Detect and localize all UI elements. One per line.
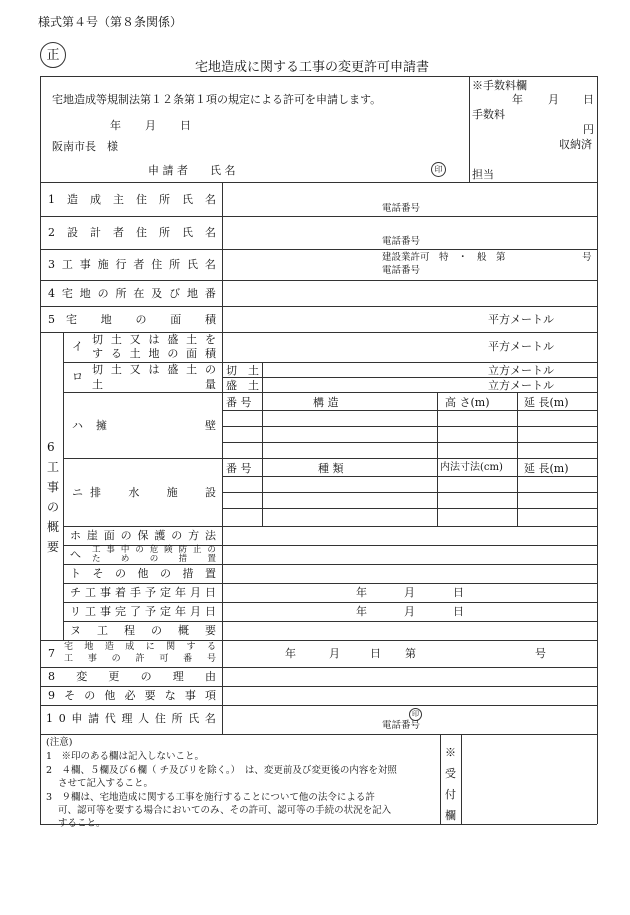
row-7-month: 月 [329, 647, 340, 660]
cut-label: 切 土 [226, 364, 259, 377]
row-7-line-1: 宅 地 造 成 に 関 す る [64, 642, 216, 652]
chi-day: 日 [453, 586, 464, 599]
ha-kana: ハ [72, 419, 83, 432]
wall-header-number: 番 号 [226, 396, 252, 409]
cut-unit: 立方メートル [488, 364, 554, 377]
addressee: 阪南市長 様 [52, 140, 118, 153]
chi-label: チ 工 事 着 手 予 定 年 月 日 [70, 586, 216, 599]
row-7-go: 号 [535, 647, 546, 660]
note-1: 1 ※印のある欄は記入しないこと。 [46, 751, 205, 762]
row-3-contractor-permit: 建設業許可 特 ・ 般 第 [382, 252, 506, 263]
application-date-day: 日 [180, 119, 191, 132]
fee-label: 手数料 [472, 108, 505, 121]
section-6-label: 6工事の概要 [47, 440, 60, 554]
fee-box-month: 月 [548, 93, 559, 106]
fee-yen: 円 [583, 123, 594, 136]
wall-header-height: 高 さ(m) [445, 396, 490, 409]
drain-header-length: 延 長(m) [524, 462, 569, 475]
row-3-phone: 電話番号 [382, 265, 421, 276]
seal-mark: 印 [431, 162, 446, 177]
chi-month: 月 [404, 586, 415, 599]
ho-label: ホ 崖 面 の 保 護 の 方 法 [70, 529, 216, 542]
row-1-phone: 電話番号 [382, 203, 421, 214]
row-10-phone: 電話番号 [382, 720, 421, 731]
form-title: 宅地造成に関する工事の変更許可申請書 [195, 60, 430, 75]
fee-staff: 担当 [472, 168, 494, 181]
row-2-label: 2 設 計 者 住 所 氏 名 [48, 226, 216, 239]
row-10-seal: 印 [409, 708, 422, 721]
row-10-label: 1 0 申 請 代 理 人 住 所 氏 名 [46, 712, 216, 725]
fill-label: 盛 土 [226, 379, 259, 392]
ha-label: 擁 [96, 419, 107, 432]
form-number: 様式第４号（第８条関係） [38, 15, 183, 29]
i-line-2: す る 土 地 の 面 積 [92, 347, 216, 360]
drain-header-inner: 内法寸法(cm) [440, 462, 503, 473]
row-7-number: 7 [48, 647, 55, 660]
row-7-line-2: 工 事 の 許 可 番 号 [64, 654, 216, 664]
drain-header-type: 種 類 [318, 462, 344, 475]
wall-header-structure: 構 造 [313, 396, 339, 409]
row-9-label: 9 そ の 他 必 要 な 事 項 [48, 689, 216, 702]
ri-label: リ 工 事 完 了 予 定 年 月 日 [70, 605, 216, 618]
row-8-label: 8 変 更 の 理 由 [48, 670, 216, 683]
i-line-1: 切 土 又 は 盛 土 を [92, 333, 216, 346]
ro-line-2a: 土 [92, 378, 103, 391]
row-7-day: 日 [370, 647, 381, 660]
fee-box-day: 日 [583, 93, 594, 106]
note-3-line-2: 可、認可等を要する場合においてのみ、その許可、認可等の手続の状況を記入 [58, 805, 392, 816]
notes-title: (注意) [46, 737, 73, 748]
row-5-number: 5 [48, 313, 55, 326]
nu-label: ヌ 工 程 の 概 要 [70, 624, 216, 637]
application-date-year: 年 [110, 119, 121, 132]
note-2-line-1: 2 ４欄、５欄及び６欄（ チ及びリを除く。） は、変更前及び変更後の内容を対照 [46, 765, 397, 776]
row-5-unit: 平方メートル [488, 313, 554, 326]
row-3-go: 号 [582, 252, 592, 263]
row-7-year: 年 [285, 647, 296, 660]
to-label: ト そ の 他 の 措 置 [70, 567, 216, 580]
i-unit: 平方メートル [488, 340, 554, 353]
chi-year: 年 [356, 586, 367, 599]
ri-day: 日 [453, 605, 464, 618]
ro-kana: ロ [72, 370, 83, 383]
applicant-name-label: 申 請 者 氏 名 [148, 164, 236, 177]
he-line-1: 工 事 中 の 危 険 防 止 の [92, 545, 216, 555]
note-3-line-3: すること。 [58, 818, 106, 829]
row-1-label: 1 造 成 主 住 所 氏 名 [48, 193, 216, 206]
fee-box-year: 年 [512, 93, 523, 106]
row-5-label: 宅 地 の 面 積 [66, 313, 216, 326]
wall-header-length: 延 長(m) [524, 396, 569, 409]
ha-label-2: 壁 [205, 419, 216, 432]
ni-label: 排 水 施 設 [90, 486, 216, 499]
he-kana: へ [70, 548, 81, 561]
receipt-box-label: ※受付欄 [445, 746, 456, 822]
fee-collected: 収納済 [559, 138, 592, 151]
row-7-dai: 第 [405, 647, 416, 660]
note-2-line-2: させて記入すること。 [58, 778, 154, 789]
ni-kana: ニ [72, 486, 83, 499]
ro-line-1: 切 土 又 は 盛 土 の [92, 363, 216, 376]
note-3-line-1: 3 ９欄は、宅地造成に関する工事を施行することについて他の法令による許 [46, 792, 375, 803]
application-date-month: 月 [145, 119, 156, 132]
application-statement: 宅地造成等規制法第１２条第１項の規定による許可を申請します。 [52, 93, 382, 106]
fill-unit: 立方メートル [488, 379, 554, 392]
i-kana: イ [72, 340, 83, 353]
he-line-2: た め の 措 置 [92, 554, 216, 564]
ri-month: 月 [404, 605, 415, 618]
sei-stamp: 正 [40, 42, 66, 68]
row-4-label: 4 宅 地 の 所 在 及 び 地 番 [48, 287, 216, 300]
ri-year: 年 [356, 605, 367, 618]
drain-header-number: 番 号 [226, 462, 252, 475]
row-2-phone: 電話番号 [382, 236, 421, 247]
fee-box-title: ※手数料欄 [472, 79, 527, 92]
ro-line-2b: 量 [205, 378, 216, 391]
row-3-label: 3 工 事 施 行 者 住 所 氏 名 [48, 258, 216, 271]
